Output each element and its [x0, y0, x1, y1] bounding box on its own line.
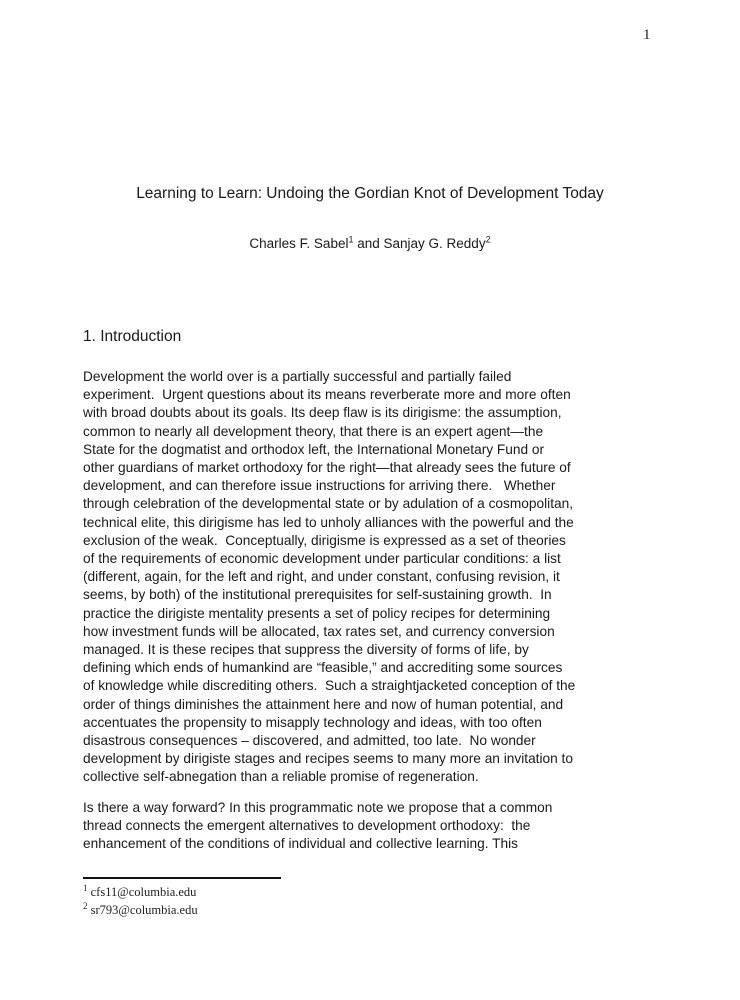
footnotes-block: [83, 883, 198, 919]
text-line: of knowledge while discrediting others. Such a straightjacketed conception of the: [83, 678, 576, 694]
text-line: State for the dogmatist and orthodox left, the International Monetary Fund or: [83, 441, 545, 457]
text-line: collective self-abnegation than a reliable promise of regeneration.: [83, 769, 479, 785]
footnote-2-text: sr793@columbia.edu: [87, 903, 198, 917]
text-line: development, and can therefore issue instructions for arriving there. Whether: [83, 478, 556, 494]
author-second: Sanjay G. Reddy: [383, 236, 486, 251]
footnote-2-marker: 2: [83, 900, 88, 911]
text-line: experiment. Urgent questions about its means reverberate more and more often: [83, 387, 571, 403]
authors-line: [40, 236, 700, 251]
paper-title: Learning to Learn: Undoing the Gordian Knot of Development Today: [136, 185, 604, 202]
text-line: disastrous consequences – discovered, and admitted, too late. No wonder: [83, 733, 536, 749]
text-line: other guardians of market orthodoxy for the right—that already sees the future of: [83, 460, 571, 476]
text-line: defining which ends of humankind are “feasible,” and accrediting some sources: [83, 660, 563, 676]
footnote-separator-rule: [83, 877, 281, 879]
text-line: (different, again, for the left and right, and under constant, confusing revision, it: [83, 569, 560, 585]
text-line: with broad doubts about its goals. Its deep flaw is its dirigisme: the assumption,: [83, 405, 562, 421]
text-line: how investment funds will be allocated, tax rates set, and currency conversion: [83, 623, 555, 639]
text-line: managed. It is these recipes that suppress the diversity of forms of life, by: [83, 642, 529, 658]
text-line: technical elite, this dirigisme has led to unholy alliances with the powerful and the: [83, 514, 574, 530]
authors-joiner: and: [353, 236, 384, 251]
paragraph-1: [83, 368, 575, 787]
footnote-2: [83, 901, 198, 919]
text-line: common to nearly all development theory, that there is an expert agent—the: [83, 423, 544, 439]
text-line: exclusion of the weak. Conceptually, dirigisme is expressed as a set of theories: [83, 532, 566, 548]
footnote-1-text: cfs11@columbia.edu: [87, 885, 197, 899]
text-line: Is there a way forward? In this programmatic note we propose that a common: [83, 800, 553, 815]
section-heading-introduction: 1. Introduction: [83, 328, 182, 345]
paragraph-2: [83, 799, 552, 854]
author-first: Charles F. Sabel: [249, 236, 349, 251]
text-line: through celebration of the developmental state or by adulation of a cosmopolitan,: [83, 496, 574, 512]
author-second-footnote-marker: 2: [485, 234, 491, 245]
text-line: accentuates the propensity to misapply technology and ideas, with too often: [83, 714, 542, 730]
page-number: 1: [643, 27, 651, 43]
footnote-1: [83, 883, 198, 901]
footnote-1-marker: 1: [83, 882, 88, 893]
text-line: practice the dirigiste mentality presents a set of policy recipes for determining: [83, 605, 551, 621]
author-first-footnote-marker: 1: [348, 234, 354, 245]
text-line: seems, by both) of the institutional prerequisites for self-sustaining growth. In: [83, 587, 552, 603]
text-line: order of things diminishes the attainment here and now of human potential, and: [83, 696, 564, 712]
text-line: Development the world over is a partially successful and partially failed: [83, 369, 512, 384]
text-line: thread connects the emergent alternatives to development orthodoxy: the: [83, 818, 531, 834]
text-line: of the requirements of economic development under particular conditions: a list: [83, 551, 561, 567]
text-line: enhancement of the conditions of individual and collective learning. This: [83, 836, 518, 852]
text-line: development by dirigiste stages and recipes seems to many more an invitation to: [83, 751, 573, 767]
